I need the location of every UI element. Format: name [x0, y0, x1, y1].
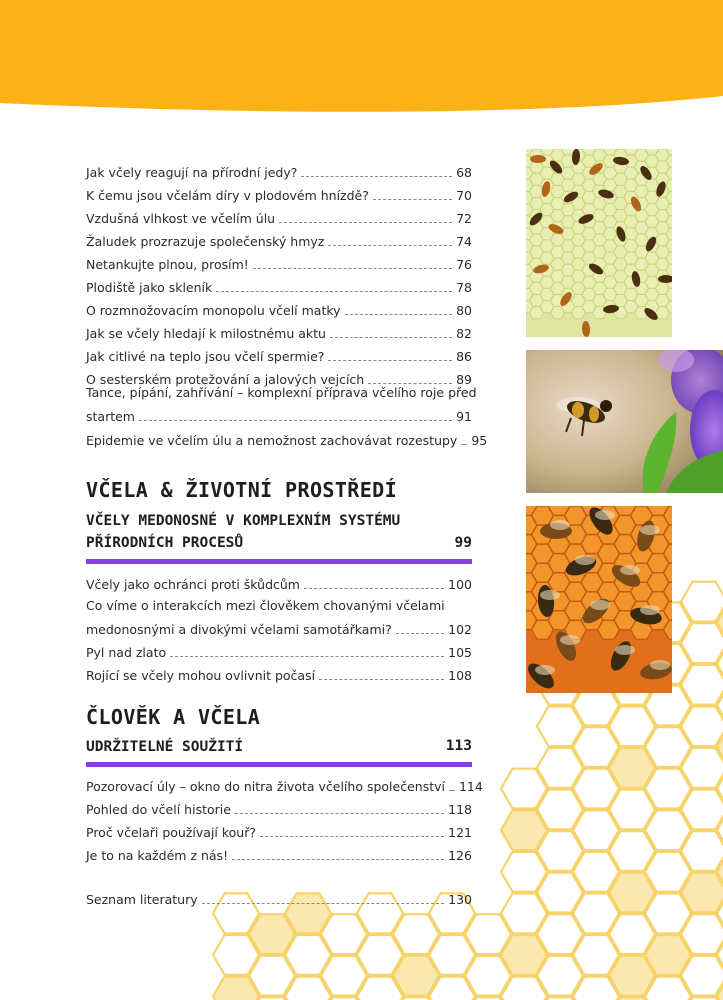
- subsection-title[interactable]: UDRŽITELNÉ SOUŽITÍ: [86, 739, 244, 755]
- toc-entry[interactable]: Epidemie ve včelím úlu a nemožnost zachovávat rozestupy 95: [86, 433, 488, 448]
- toc-entry[interactable]: Rojící se včely mohou ovlivnit počasí 108: [86, 668, 472, 683]
- toc-entry[interactable]: Vzdušná vlhkost ve včelím úlu 72: [86, 211, 472, 226]
- dot-leader: [232, 859, 444, 860]
- dot-leader: [202, 903, 445, 904]
- toc-entry[interactable]: Pyl nad zlato 105: [86, 645, 472, 660]
- dot-leader: [260, 836, 444, 837]
- dot-leader: [170, 656, 444, 657]
- toc-entry[interactable]: Plodiště jako skleník 78: [86, 280, 472, 295]
- accent-bar: [86, 762, 472, 767]
- photo-flying-bee: [526, 350, 723, 493]
- dot-leader: [301, 176, 452, 177]
- toc-entry[interactable]: Proč včelaři používají kouř? 121: [86, 825, 472, 840]
- subsection-page: 113: [445, 738, 472, 754]
- table-of-contents: [86, 0, 488, 1000]
- photo-bees-on-comb: [526, 149, 672, 337]
- dot-leader: [304, 588, 444, 589]
- toc-entry[interactable]: Včely jako ochránci proti škůdcům 100: [86, 577, 472, 592]
- accent-bar: [86, 559, 472, 564]
- toc-entry-multiline-line1[interactable]: Tance, pípání, zahřívání – komplexní příprava včelího roje před: [86, 385, 477, 400]
- toc-entry[interactable]: Jak citlivé na teplo jsou včelí spermie? 86: [86, 349, 472, 364]
- dot-leader: [216, 291, 452, 292]
- dot-leader: [330, 337, 452, 338]
- subsection-page: 99: [454, 535, 472, 551]
- dot-leader: [449, 790, 455, 791]
- dot-leader: [396, 633, 444, 634]
- subsection-title[interactable]: VČELY MEDONOSNÉ V KOMPLEXNÍM SYSTÉMU: [86, 513, 401, 529]
- toc-entry[interactable]: Pohled do včelí historie 118: [86, 802, 472, 817]
- dot-leader: [461, 444, 467, 445]
- dot-leader: [328, 245, 452, 246]
- dot-leader: [368, 383, 452, 384]
- toc-entry[interactable]: Jak se včely hledají k milostnému aktu 82: [86, 326, 472, 341]
- toc-entry[interactable]: Pozorovací úly – okno do nitra života včelího společenství 114: [86, 779, 483, 794]
- dot-leader: [373, 199, 452, 200]
- toc-entry[interactable]: O rozmnožovacím monopolu včelí matky 80: [86, 303, 472, 318]
- toc-entry-bibliography[interactable]: Seznam literatury 130: [86, 892, 472, 907]
- dot-leader: [235, 813, 444, 814]
- photo-bees-on-cells: [526, 506, 672, 693]
- dot-leader: [345, 314, 453, 315]
- dot-leader: [319, 679, 444, 680]
- dot-leader: [328, 360, 452, 361]
- section-title: ČLOVĚK A VČELA: [86, 705, 261, 729]
- dot-leader: [279, 222, 452, 223]
- toc-entry[interactable]: K čemu jsou včelám díry v plodovém hnízdě? 70: [86, 188, 472, 203]
- toc-entry[interactable]: Jak včely reagují na přírodní jedy? 68: [86, 165, 472, 180]
- dot-leader: [139, 420, 452, 421]
- toc-entry[interactable]: medonosnými a divokými včelami samotářkami? 102: [86, 622, 472, 637]
- toc-entry[interactable]: O sesterském protežování a jalových vejcích 89: [86, 372, 472, 387]
- toc-entry-multiline-line1[interactable]: Co víme o interakcích mezi člověkem chovanými včelami: [86, 598, 445, 613]
- section-title: VČELA & ŽIVOTNÍ PROSTŘEDÍ: [86, 478, 398, 502]
- toc-entry[interactable]: Je to na každém z nás! 126: [86, 848, 472, 863]
- toc-entry[interactable]: Žaludek prozrazuje společenský hmyz 74: [86, 234, 472, 249]
- subsection-title-line2[interactable]: PŘÍRODNÍCH PROCESŮ: [86, 535, 244, 551]
- dot-leader: [253, 268, 452, 269]
- toc-entry[interactable]: Netankujte plnou, prosím! 76: [86, 257, 472, 272]
- toc-entry[interactable]: startem 91: [86, 409, 472, 424]
